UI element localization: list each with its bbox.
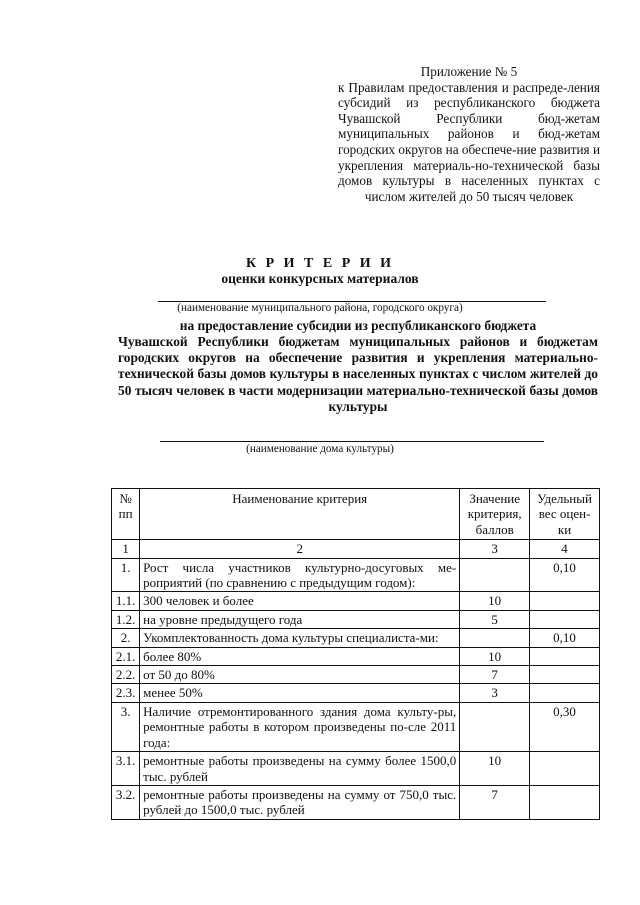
column-number: 1 [112,540,140,558]
row-weight: 0,10 [530,629,600,647]
table-header-row [112,489,600,540]
document-title: К Р И Т Е Р И И [245,256,395,271]
row-number: 3. [112,702,140,751]
document-subtitle: оценки конкурсных материалов [221,271,419,286]
column-number: 3 [460,540,530,558]
row-criterion: Укомплектованность дома культуры специалиста-ми: [140,629,460,647]
table-row [112,785,600,819]
table-row [112,666,600,684]
row-criterion: ремонтные работы произведены на сумму от 750,0 тыс. рублей до 1500,0 тыс. рублей [140,785,460,819]
row-number: 2.2. [112,666,140,684]
row-criterion: ремонтные работы произведены на сумму более 1500,0 тыс. рублей [140,752,460,786]
district-hint: (наименование муниципального района, городского округа) [177,302,463,314]
row-weight [530,592,600,610]
table-row [112,684,600,702]
row-value: 7 [460,785,530,819]
row-weight: 0,30 [530,702,600,751]
row-value: 7 [460,666,530,684]
column-number: 2 [140,540,460,558]
row-criterion: Рост числа участников культурно-досуговых ме-роприятий (по сравнению с предыдущим годом): [140,558,460,592]
row-weight [530,647,600,665]
table-row [112,702,600,751]
row-number: 3.1. [112,752,140,786]
house-blank-line [160,441,544,442]
row-weight [530,610,600,628]
row-criterion: Наличие отремонтированного здания дома культу-ры, ремонтные работы в котором произведены по-сле 2011 года: [140,702,460,751]
row-weight: 0,10 [530,558,600,592]
row-value: 3 [460,684,530,702]
row-value [460,558,530,592]
row-value: 5 [460,610,530,628]
table-row [112,752,600,786]
row-value [460,629,530,647]
row-number: 1. [112,558,140,592]
house-hint: (наименование дома культуры) [246,443,394,455]
table-row [112,647,600,665]
table-row [112,629,600,647]
row-number: 3.2. [112,785,140,819]
annex-text: к Правилам предоставления и распреде-ления субсидий из республиканского бюджета Чувашской Республики бюд-жетам муниципальных районов и бюд-жетам городских округов на обеспече-ние развития и укрепления материаль-но-технической базы домов культуры в населенных пунктах с числом жителей до 50 тысяч человек [338,79,600,204]
row-criterion: 300 человек и более [140,592,460,610]
header-num: № пп [112,489,140,540]
row-criterion: более 80% [140,647,460,665]
row-weight [530,752,600,786]
purpose-line-1: на предоставление субсидии из республиканского бюджета [179,318,537,333]
row-weight [530,666,600,684]
annex-number: Приложение № 5 [420,64,518,79]
row-value [460,702,530,751]
table-row [112,558,600,592]
row-criterion: на уровне предыдущего года [140,610,460,628]
row-number: 2. [112,629,140,647]
criteria-rows [112,558,600,819]
row-number: 1.2. [112,610,140,628]
row-value: 10 [460,752,530,786]
criteria-table [111,488,600,820]
row-number: 2.3. [112,684,140,702]
header-weight: Удельный вес оцен-ки [530,489,600,540]
purpose-text: Чувашской Республики бюджетам муниципальных районов и бюджетам городских округов на обеспечение развития и укрепления материально-технической базы домов культуры в населенных пунктах с числом жителей до 50 тысяч человек в части модернизации материально-технической базы домов культуры [118,334,598,414]
table-row [112,610,600,628]
row-criterion: менее 50% [140,684,460,702]
row-value: 10 [460,592,530,610]
row-weight [530,785,600,819]
annex-block [338,64,600,204]
column-number-row [112,540,600,558]
table-row [112,592,600,610]
column-number: 4 [530,540,600,558]
row-value: 10 [460,647,530,665]
row-number: 2.1. [112,647,140,665]
row-weight [530,684,600,702]
header-value: Значение критерия, баллов [460,489,530,540]
header-name: Наименование критерия [140,489,460,540]
row-number: 1.1. [112,592,140,610]
row-criterion: от 50 до 80% [140,666,460,684]
